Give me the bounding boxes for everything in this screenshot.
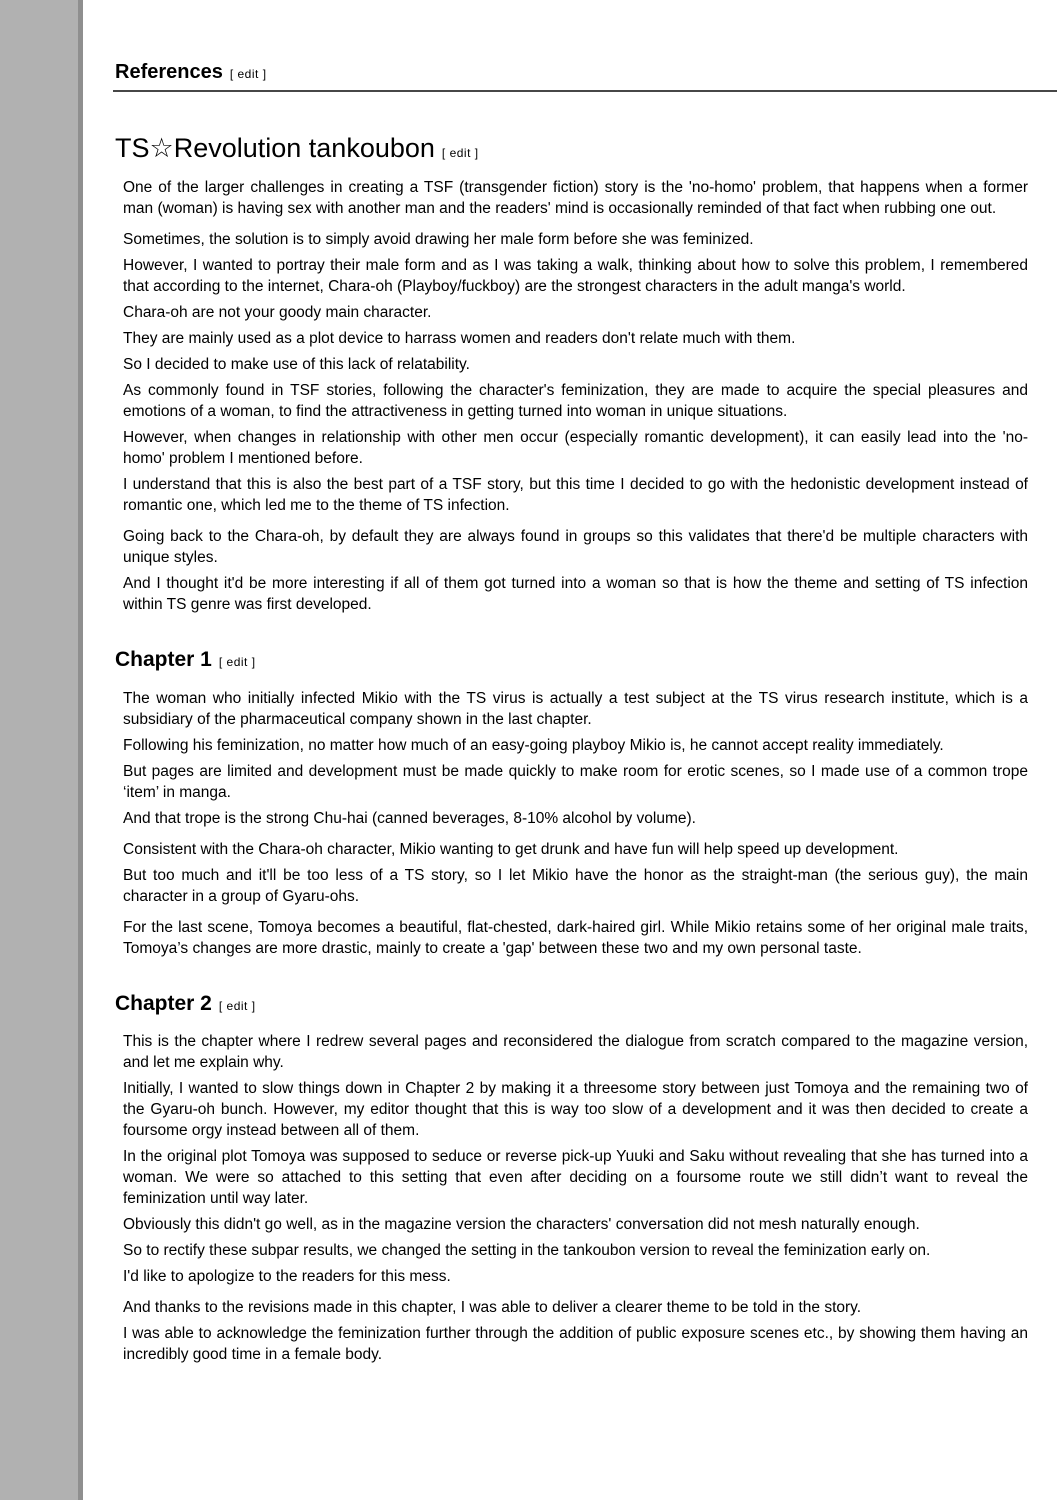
paragraph: So to rectify these subpar results, we changed the setting in the tankoubon version to reveal the feminization early on. <box>123 1241 931 1259</box>
article-page <box>83 0 1057 1500</box>
references-heading-text: References <box>115 61 223 83</box>
section-chapter-2 <box>115 991 1028 1365</box>
paragraph: I'd like to apologize to the readers for this mess. <box>123 1267 451 1285</box>
paragraph: For the last scene, Tomoya becomes a beautiful, flat-chested, dark-haired girl. While Mikio retains some of her original male traits, Tomoya’s changes are more drastic, mainly to create a 'gap' between these two and my own personal taste. <box>123 918 1028 957</box>
paragraph: So I decided to make use of this lack of relatability. <box>123 356 470 374</box>
tankoubon-section-heading <box>115 132 1028 164</box>
paragraph: Initially, I wanted to slow things down in Chapter 2 by making it a threesome story between just Tomoya and the remaining two of the Gyaru-oh bunch. However, my editor thought that this is way too slow of a development and it was then decided to create a foursome orgy instead between all of them. <box>123 1079 1028 1139</box>
paragraph: And that trope is the strong Chu-hai (canned beverages, 8-10% alcohol by volume). <box>123 809 696 827</box>
paragraph: Following his feminization, no matter how much of an easy-going playboy Mikio is, he cannot accept reality immediately. <box>123 736 944 754</box>
section-chapter-1 <box>115 647 1028 958</box>
paragraph: Sometimes, the solution is to simply avoid drawing her male form before she was feminized. <box>123 231 754 249</box>
references-edit-link[interactable]: [ edit ] <box>229 67 267 81</box>
paragraph: However, I wanted to portray their male form and as I was taking a walk, thinking about how to solve this problem, I remembered that according to the internet, Chara-oh (Playboy/fuckboy) are the strongest characters in the adult manga's world. <box>123 257 1028 296</box>
chapter-1-heading <box>115 647 1028 672</box>
references-heading-rule <box>113 90 1057 92</box>
paragraph: One of the larger challenges in creating a TSF (transgender fiction) story is the 'no-homo' problem, that happens when a former man (woman) is having sex with another man and the readers' mind is occasionally reminded of that fact when rubbing one out. <box>123 179 1028 218</box>
chapter-1-heading-text: Chapter 1 <box>115 648 212 672</box>
chapter-2-edit-link[interactable]: [ edit ] <box>218 998 256 1013</box>
chapter-2-heading <box>115 991 1028 1016</box>
tankoubon-paragraphs <box>115 177 1028 615</box>
paragraph: Chara-oh are not your goody main character. <box>123 304 432 322</box>
paragraph: And thanks to the revisions made in this chapter, I was able to deliver a clearer theme to be told in the story. <box>123 1298 862 1316</box>
paragraph: And I thought it'd be more interesting if all of them got turned into a woman so that is how the theme and setting of TS infection within TS genre was first developed. <box>123 575 1028 614</box>
paragraph: I was able to acknowledge the feminization further through the addition of public exposure scenes etc., by showing them having an incredibly good time in a female body. <box>123 1324 1028 1363</box>
paragraph: They are mainly used as a plot device to harrass women and readers don't relate much with them. <box>123 330 796 348</box>
paragraph: Consistent with the Chara-oh character, Mikio wanting to get drunk and have fun will help speed up development. <box>123 840 899 858</box>
paragraph: Going back to the Chara-oh, by default they are always found in groups so this validates that there'd be multiple characters with unique styles. <box>123 528 1028 567</box>
paragraph: As commonly found in TSF stories, following the character's feminization, they are made to acquire the special pleasures and emotions of a woman, to find the attractiveness in getting turned into woman in unique situations. <box>123 382 1028 421</box>
chapter-2-paragraphs <box>115 1031 1028 1365</box>
paragraph: But too much and it'll be too less of a TS story, so I let Mikio have the honor as the straight-man (the serious guy), the main character in a group of Gyaru-ohs. <box>123 866 1028 905</box>
paragraph: In the original plot Tomoya was supposed to seduce or reverse pick-up Yuuki and Saku without revealing that she has turned into a woman. We were so attached to this setting that even after deciding on a foursome route we still didn’t want to reveal the feminization until way later. <box>123 1147 1028 1207</box>
paragraph: I understand that this is also the best part of a TSF story, but this time I decided to go with the hedonistic development instead of romantic one, which led me to the theme of TS infection. <box>123 476 1028 515</box>
section-tankoubon <box>115 132 1028 615</box>
paragraph: But pages are limited and development must be made quickly to make room for erotic scenes, so I made use of a common trope ‘item’ in manga. <box>123 762 1028 801</box>
tankoubon-heading-text: TS☆Revolution tankoubon <box>115 133 435 163</box>
paragraph: This is the chapter where I redrew several pages and reconsidered the dialogue from scratch compared to the magazine version, and let me explain why. <box>123 1032 1028 1071</box>
tankoubon-edit-link[interactable]: [ edit ] <box>441 146 479 160</box>
chapter-1-edit-link[interactable]: [ edit ] <box>218 655 256 670</box>
chapter-1-paragraphs <box>115 688 1028 959</box>
paragraph: However, when changes in relationship with other men occur (especially romantic development), it can easily lead into the 'no-homo' problem I mentioned before. <box>123 429 1028 468</box>
paragraph: The woman who initially infected Mikio with the TS virus is actually a test subject at the TS virus research institute, which is a subsidiary of the pharmaceutical company shown in the last chapter. <box>123 689 1028 728</box>
references-heading <box>115 60 1028 84</box>
paragraph: Obviously this didn't go well, as in the magazine version the characters' conversation did not mesh naturally enough. <box>123 1215 920 1233</box>
chapter-2-heading-text: Chapter 2 <box>115 991 212 1015</box>
